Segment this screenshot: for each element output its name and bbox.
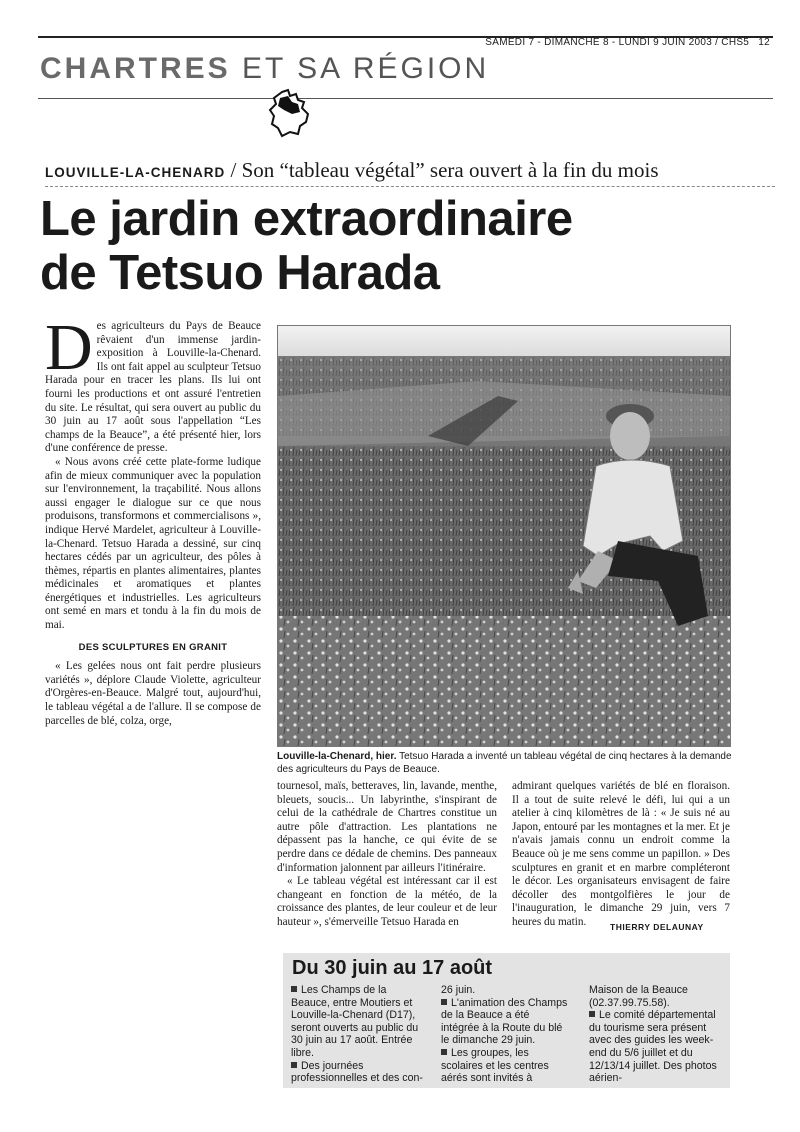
field-photo <box>278 326 730 746</box>
page-number: 12 <box>758 37 770 48</box>
section-title-rest: ET SA RÉGION <box>230 52 490 85</box>
bullet-icon <box>291 986 297 992</box>
article-paragraph-5: « Le tableau végétal est intéressant car il est changeant en fonction de la météo, de la croissance des plantes, de leur couleur et de leur hauteur », s'émerveille Tetsuo Harada en <box>277 875 497 928</box>
info-item: Des journées professionnelles et des con- <box>291 1059 423 1085</box>
info-item: Les Champs de la Beauce, entre Moutiers et Louville-la-Chenard (D17), seront ouverts au public du 30 juin au 17 août. Entrée libre. <box>291 984 419 1059</box>
info-box-column-2 <box>441 984 569 1085</box>
article-column-2 <box>277 780 497 930</box>
article-paragraph-2: « Nous avons créé cette plate-forme ludique afin de mieux communiquer avec la population sur l'environnement, la traçabilité. Nous allons aussi engager le dialogue sur ce que nous produisons, transformons et commercialisons », indique Hervé Mardelet, agriculteur à Louville-la-Chenard. Tetsuo Harada a dessiné, sur cinq hectares cédés par un agriculteur, des pôles à thèmes, répartis en plantes alimentaires, plantes médicinales et aromatiques et plantes énergétiques et industrielles. Les agriculteurs ont semé en mars et tondu à la fin du mois de mai. <box>45 455 261 632</box>
section-title-bold: CHARTRES <box>40 52 231 85</box>
article-subhead: DES SCULPTURES EN GRANIT <box>78 641 228 653</box>
section-rule <box>38 98 773 99</box>
author-signature: THIERRY DELAUNAY <box>610 922 704 932</box>
dateline <box>485 37 770 48</box>
article-paragraph-3: « Les gelées nous ont fait perdre plusieurs variétés », déplore Claude Violette, agriculteur d'Orgères-en-Beauce. Malgré tout, aujourd'hui, le tableau végétal a de l'allure. Il se compose de parcelles de blé, colza, orge, <box>45 660 261 727</box>
info-item: Le comité départemental du tourisme sera présent avec des guides les week-end du 5/6 juillet et du 12/13/14 juillet. Des photos aérien- <box>589 1009 717 1085</box>
info-item: L'animation des Champs de la Beauce a été intégrée à la Route du blé le dimanche 29 juin. <box>441 996 568 1047</box>
kicker-place: LOUVILLE-LA-CHENARD <box>45 165 226 180</box>
caption-text: Tetsuo Harada a inventé un tableau végétal de cinq hectares à la demande des agriculteurs du Pays de Beauce. <box>277 751 732 775</box>
region-map-icon <box>268 88 312 138</box>
drop-cap: D <box>45 311 93 384</box>
info-box-column-3 <box>589 984 724 1085</box>
bullet-icon <box>441 999 447 1005</box>
article-column-1 <box>45 311 261 728</box>
headline-line-2: de Tetsuo Harada <box>40 246 440 300</box>
date-text: SAMEDI 7 - DIMANCHE 8 - LUNDI 9 JUIN 2003 / CHS5 <box>485 37 750 48</box>
article-paragraph-4: tournesol, maïs, betteraves, lin, lavande, menthe, bleuets, soucis... Un labyrinthe, s'inspirant de celui de la cathédrale de Chartres constitue un autre pôle d'attraction. Les plantations ne dépassent pas la hanche, ce qui évite de se perdre dans ce dédale de chemins. Des panneaux d'information jalonnent par ailleurs l'itinéraire. <box>277 780 497 874</box>
kicker-separator: / <box>225 158 242 182</box>
dotted-rule <box>45 186 775 187</box>
info-item-continued: 26 juin. <box>441 984 476 996</box>
article-paragraph-1: es agriculteurs du Pays de Beauce rêvaient d'un immense jardin-exposition à Louville-la-Chenard. Ils ont fait appel au sculpteur Tetsuo Harada pour en tracer les plans. Ils lui ont fourni les productions et ont assuré l'entretien du site. Le résultat, qui sera ouvert au public du 30 juin au 17 août sous l'appellation “Les champs de la Beauce”, a été présenté hier, lors d'une conférence de presse. <box>45 320 261 455</box>
article-paragraph-6: admirant quelques variétés de blé en floraison. Il a tout de suite relevé le défi, lui qui a un atelier à cinq kilomètres de là : « Je suis né au Japon, entouré par les montagnes et la mer. Et je n'avais jamais connu un endroit comme la Beauce où je me sens comme un papillon. » Des sculptures en granit et en marbre compléteront le décor. Les organisateurs envisagent de faire décoller des montgolfières le jour de l'inauguration, le dimanche 29 juin, vers 7 heures du matin. <box>512 780 730 928</box>
article-photo <box>277 325 731 747</box>
article-column-3 <box>512 780 730 930</box>
headline <box>40 192 780 300</box>
info-item: Les groupes, les scolaires et les centres aérés sont invités à <box>441 1046 549 1085</box>
kicker <box>45 158 659 183</box>
headline-line-1: Le jardin extraordinaire <box>40 192 573 246</box>
bullet-icon <box>441 1049 447 1055</box>
bullet-icon <box>291 1062 297 1068</box>
photo-caption <box>277 751 737 776</box>
kicker-subtitle: Son “tableau végétal” sera ouvert à la fin du mois <box>241 158 659 182</box>
caption-place: Louville-la-Chenard, hier. <box>277 751 397 762</box>
info-box-column-1 <box>291 984 426 1085</box>
info-item-continued: Maison de la Beauce (02.37.99.75.58). <box>589 984 688 1009</box>
info-box-title: Du 30 juin au 17 août <box>292 957 493 979</box>
bullet-icon <box>589 1011 595 1017</box>
section-title <box>40 52 489 86</box>
